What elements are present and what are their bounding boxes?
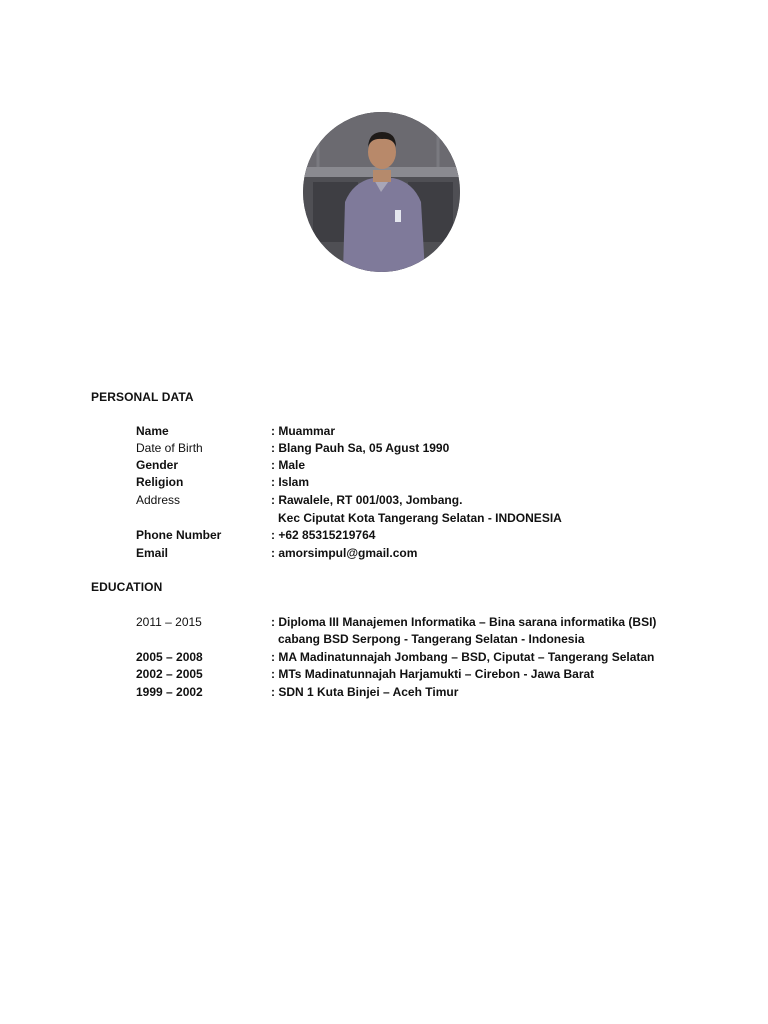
gender-value: : Male — [271, 458, 306, 472]
education-years-4: 1999 – 2002 — [136, 685, 203, 699]
education-school-1-line2: cabang BSD Serpong - Tangerang Selatan - Indonesia — [278, 632, 585, 646]
education-school-1: : Diploma III Manajemen Informatika – Bina sarana informatika (BSI) — [271, 615, 657, 629]
email-value: : amorsimpul@gmail.com — [271, 546, 418, 560]
address-value: : Rawalele, RT 001/003, Jombang. — [271, 493, 463, 507]
education-years-3: 2002 – 2005 — [136, 667, 203, 681]
phone-value: : +62 85315219764 — [271, 528, 376, 542]
name-label: Name — [136, 424, 169, 438]
phone-label: Phone Number — [136, 528, 222, 542]
personal-data-heading: PERSONAL DATA — [91, 390, 194, 404]
gender-label: Gender — [136, 458, 179, 472]
education-years-1: 2011 – 2015 — [136, 615, 202, 629]
address-value-line2: Kec Ciputat Kota Tangerang Selatan - INDONESIA — [278, 511, 562, 525]
education-school-2: : MA Madinatunnajah Jombang – BSD, Ciputat – Tangerang Selatan — [271, 650, 655, 664]
profile-photo-image — [303, 112, 460, 272]
education-school-4: : SDN 1 Kuta Binjei – Aceh Timur — [271, 685, 459, 699]
education-heading: EDUCATION — [91, 580, 163, 594]
education-school-3: : MTs Madinatunnajah Harjamukti – Cirebon - Jawa Barat — [271, 667, 595, 681]
religion-label: Religion — [136, 475, 184, 489]
name-value: : Muammar — [271, 424, 336, 438]
profile-photo — [303, 112, 460, 272]
education-years-2: 2005 – 2008 — [136, 650, 203, 664]
dob-label: Date of Birth — [136, 441, 203, 455]
address-label: Address — [136, 493, 181, 507]
dob-value: : Blang Pauh Sa, 05 Agust 1990 — [271, 441, 450, 455]
religion-value: : Islam — [271, 475, 310, 489]
email-label: Email — [136, 546, 169, 560]
